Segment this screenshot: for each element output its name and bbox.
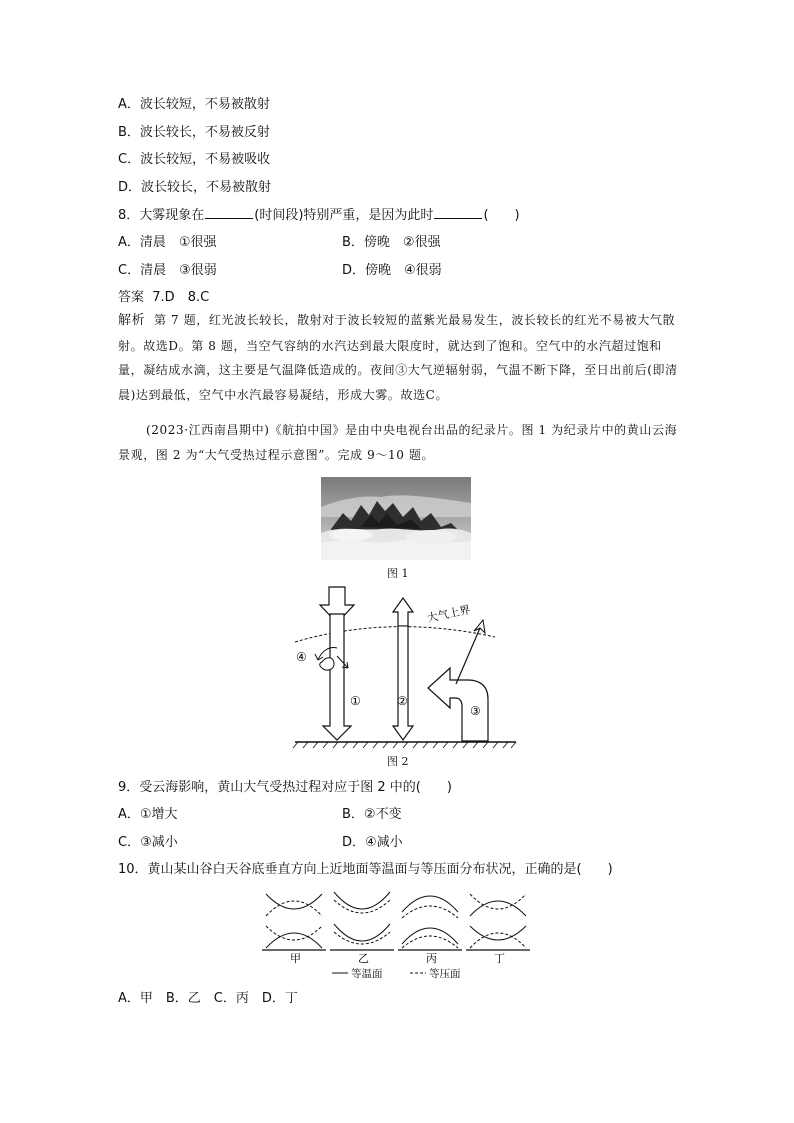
panel-ding (466, 894, 530, 950)
panel-bing (398, 896, 462, 950)
label-1: ① (350, 694, 361, 708)
arrow-2 (393, 626, 413, 740)
isotherm-isobar-diagram (258, 886, 538, 982)
q9-option-b: B．②不变 (342, 807, 402, 822)
q9-stem: 9．受云海影响，黄山大气受热过程对应于图 2 中的( ) (118, 780, 452, 795)
label-3: ③ (470, 704, 481, 718)
label-2: ② (397, 694, 408, 708)
q8-stem-part1: 8．大雾现象在 (118, 208, 205, 223)
label-4: ④ (296, 650, 307, 664)
answer-text: 7.D 8.C (152, 290, 210, 305)
panel-jia (262, 894, 326, 950)
legend-isotherm-label: 等温面 (351, 968, 383, 980)
q8-option-c: C．清晨 ③很弱 (118, 263, 217, 278)
q7-option-c: C．波长较短，不易被吸收 (118, 152, 271, 167)
panel-yi (330, 892, 394, 950)
atmospheric-heating-diagram (290, 584, 520, 750)
q9-option-a: A．①增大 (118, 807, 178, 822)
analysis-text: 第 7 题，红光波长较长，散射对于波长较短的蓝紫光最易发生，波长较长的红光不易被大气散射。故选D。第 8 题，当空气容纳的水汽达到最大限度时，就达到了饱和。空气中的水汽超过饱和量，凝结成水滴，这主要是气温降低造成的。夜间③大气逆辐射弱，气温不断下降，至日出前后(即清晨)达到最低，空气中水汽最容易凝结，形成大雾。故选C。 (118, 313, 678, 402)
panel-label-yi: 乙 (358, 952, 369, 965)
q8-option-d: D．傍晚 ④很弱 (342, 263, 442, 278)
q10-stem: 10．黄山某山谷白天谷底垂直方向上近地面等温面与等压面分布状况，正确的是( ) (118, 862, 613, 877)
analysis-paragraph (118, 308, 680, 407)
panel-label-bing: 丙 (426, 952, 437, 965)
intro-paragraph: (2023·江西南昌期中)《航拍中国》是由中央电视台出品的纪录片。图 1 为纪录片中的黄山云海景观，图 2 为“大气受热过程示意图”。完成 9～10 题。 (118, 423, 678, 462)
q10-options: A．甲 B．乙 C．丙 D．丁 (118, 991, 298, 1006)
panel-label-ding: 丁 (494, 952, 505, 965)
answer-line (118, 289, 209, 307)
analysis-label: 解析 (118, 313, 146, 328)
huangshan-cloud-sea-photo (321, 477, 471, 560)
q7-option-d: D．波长较长，不易被散射 (118, 180, 272, 195)
q8-stem (118, 206, 520, 225)
legend-isobar-label: 等压面 (429, 968, 461, 980)
q7-option-a: A．波长较短，不易被散射 (118, 97, 270, 112)
q8-stem-part3: ( ) (483, 208, 520, 223)
answer-label: 答案 (118, 290, 145, 305)
panel-label-jia: 甲 (290, 952, 301, 965)
figure1-caption: 图 1 (387, 567, 409, 580)
atmosphere-upper-boundary (295, 627, 495, 642)
arrow-1 (323, 614, 351, 740)
q9-option-c: C．③减小 (118, 835, 178, 850)
q8-stem-part2: (时间段)特别严重，是因为此时 (254, 208, 434, 223)
q8-blank-1 (205, 206, 253, 219)
q8-option-b: B．傍晚 ②很强 (342, 235, 441, 250)
upper-boundary-label: 大气上界 (425, 603, 472, 625)
figure2-caption: 图 2 (387, 755, 409, 768)
q9-option-d: D．④减小 (342, 835, 403, 850)
q8-blank-2 (434, 206, 482, 219)
q8-option-a: A．清晨 ①很强 (118, 235, 217, 250)
q7-option-b: B．波长较长，不易被反射 (118, 125, 270, 140)
